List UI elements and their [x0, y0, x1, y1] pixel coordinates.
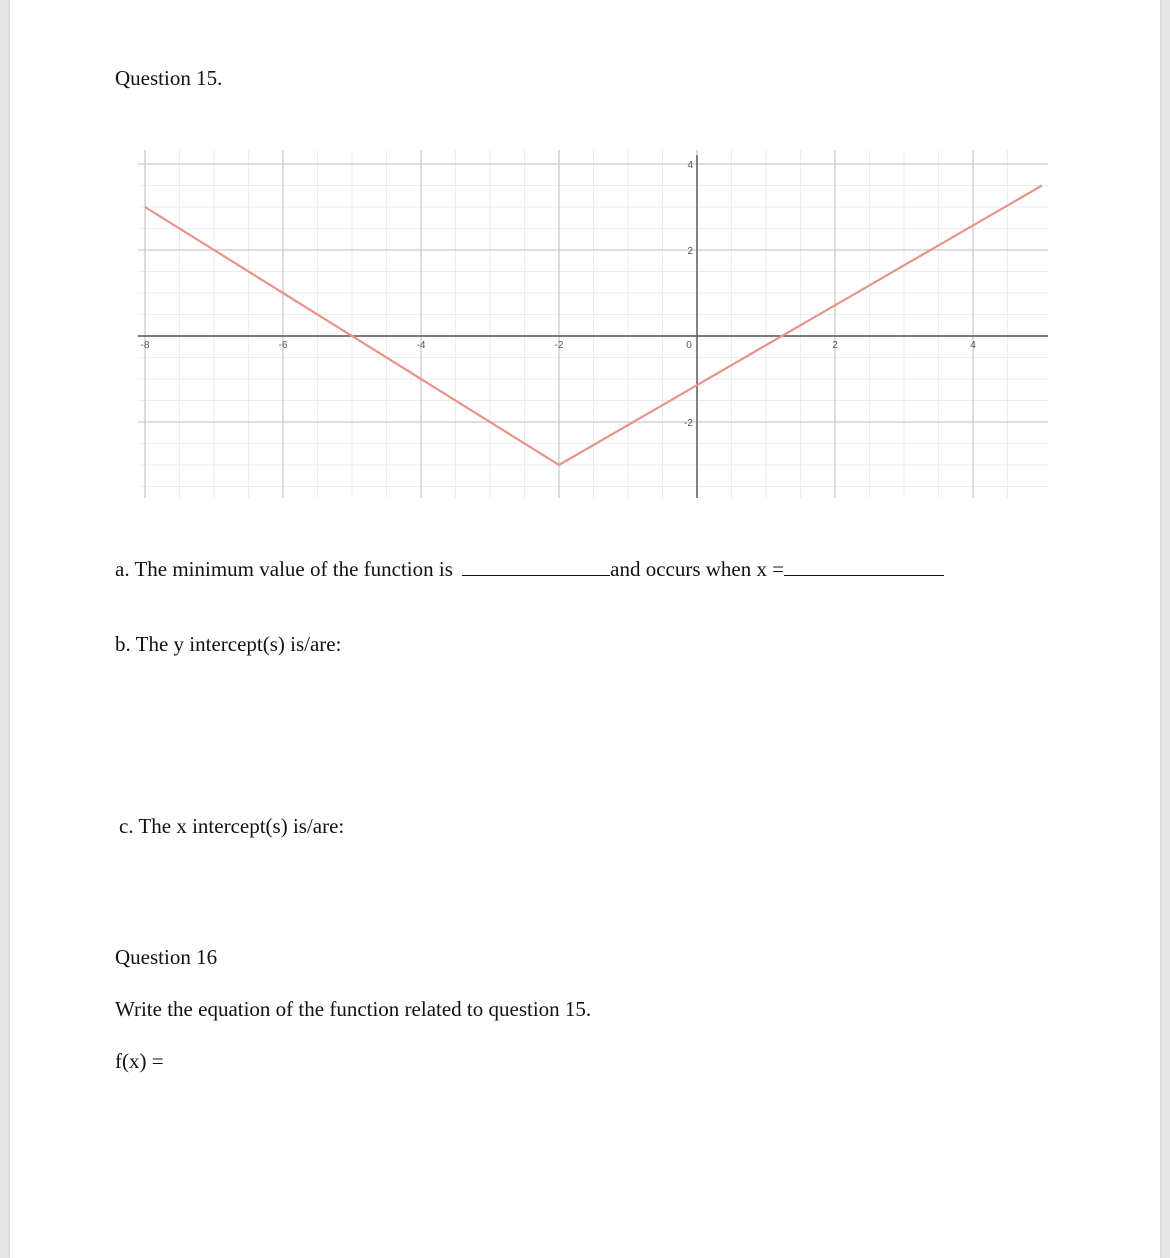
question-15a: [115, 557, 944, 580]
question-16-prompt: Write the equation of the function related to question 15.: [115, 997, 592, 1021]
question-15a-middle: and occurs when x =: [610, 557, 785, 581]
x-tick-label: -4: [416, 340, 426, 351]
x-tick-label: 0: [686, 340, 692, 351]
question-15b: b. The y intercept(s) is/are:: [115, 632, 342, 656]
question-16-title: Question 16: [115, 945, 218, 969]
question-15a-prefix: a. The minimum value of the function is: [115, 557, 453, 581]
y-tick-label: -2: [684, 418, 693, 429]
x-tick-label: -6: [278, 340, 288, 351]
x-tick-label: -2: [554, 340, 564, 351]
min-value-answer-blank[interactable]: [462, 557, 610, 576]
x-tick-label: 4: [970, 340, 976, 351]
x-tick-label: 2: [832, 340, 838, 351]
absolute-value-graph: [10, 0, 1160, 1258]
worksheet-page: [10, 0, 1160, 1258]
question-15c: c. The x intercept(s) is/are:: [119, 814, 345, 838]
x-value-answer-blank[interactable]: [784, 557, 944, 576]
y-tick-label: 2: [687, 246, 693, 257]
x-tick-label: -8: [140, 340, 150, 351]
fx-answer-label: f(x) =: [115, 1049, 164, 1073]
y-tick-label: 4: [687, 160, 693, 171]
question-15-title: Question 15.: [115, 66, 223, 90]
